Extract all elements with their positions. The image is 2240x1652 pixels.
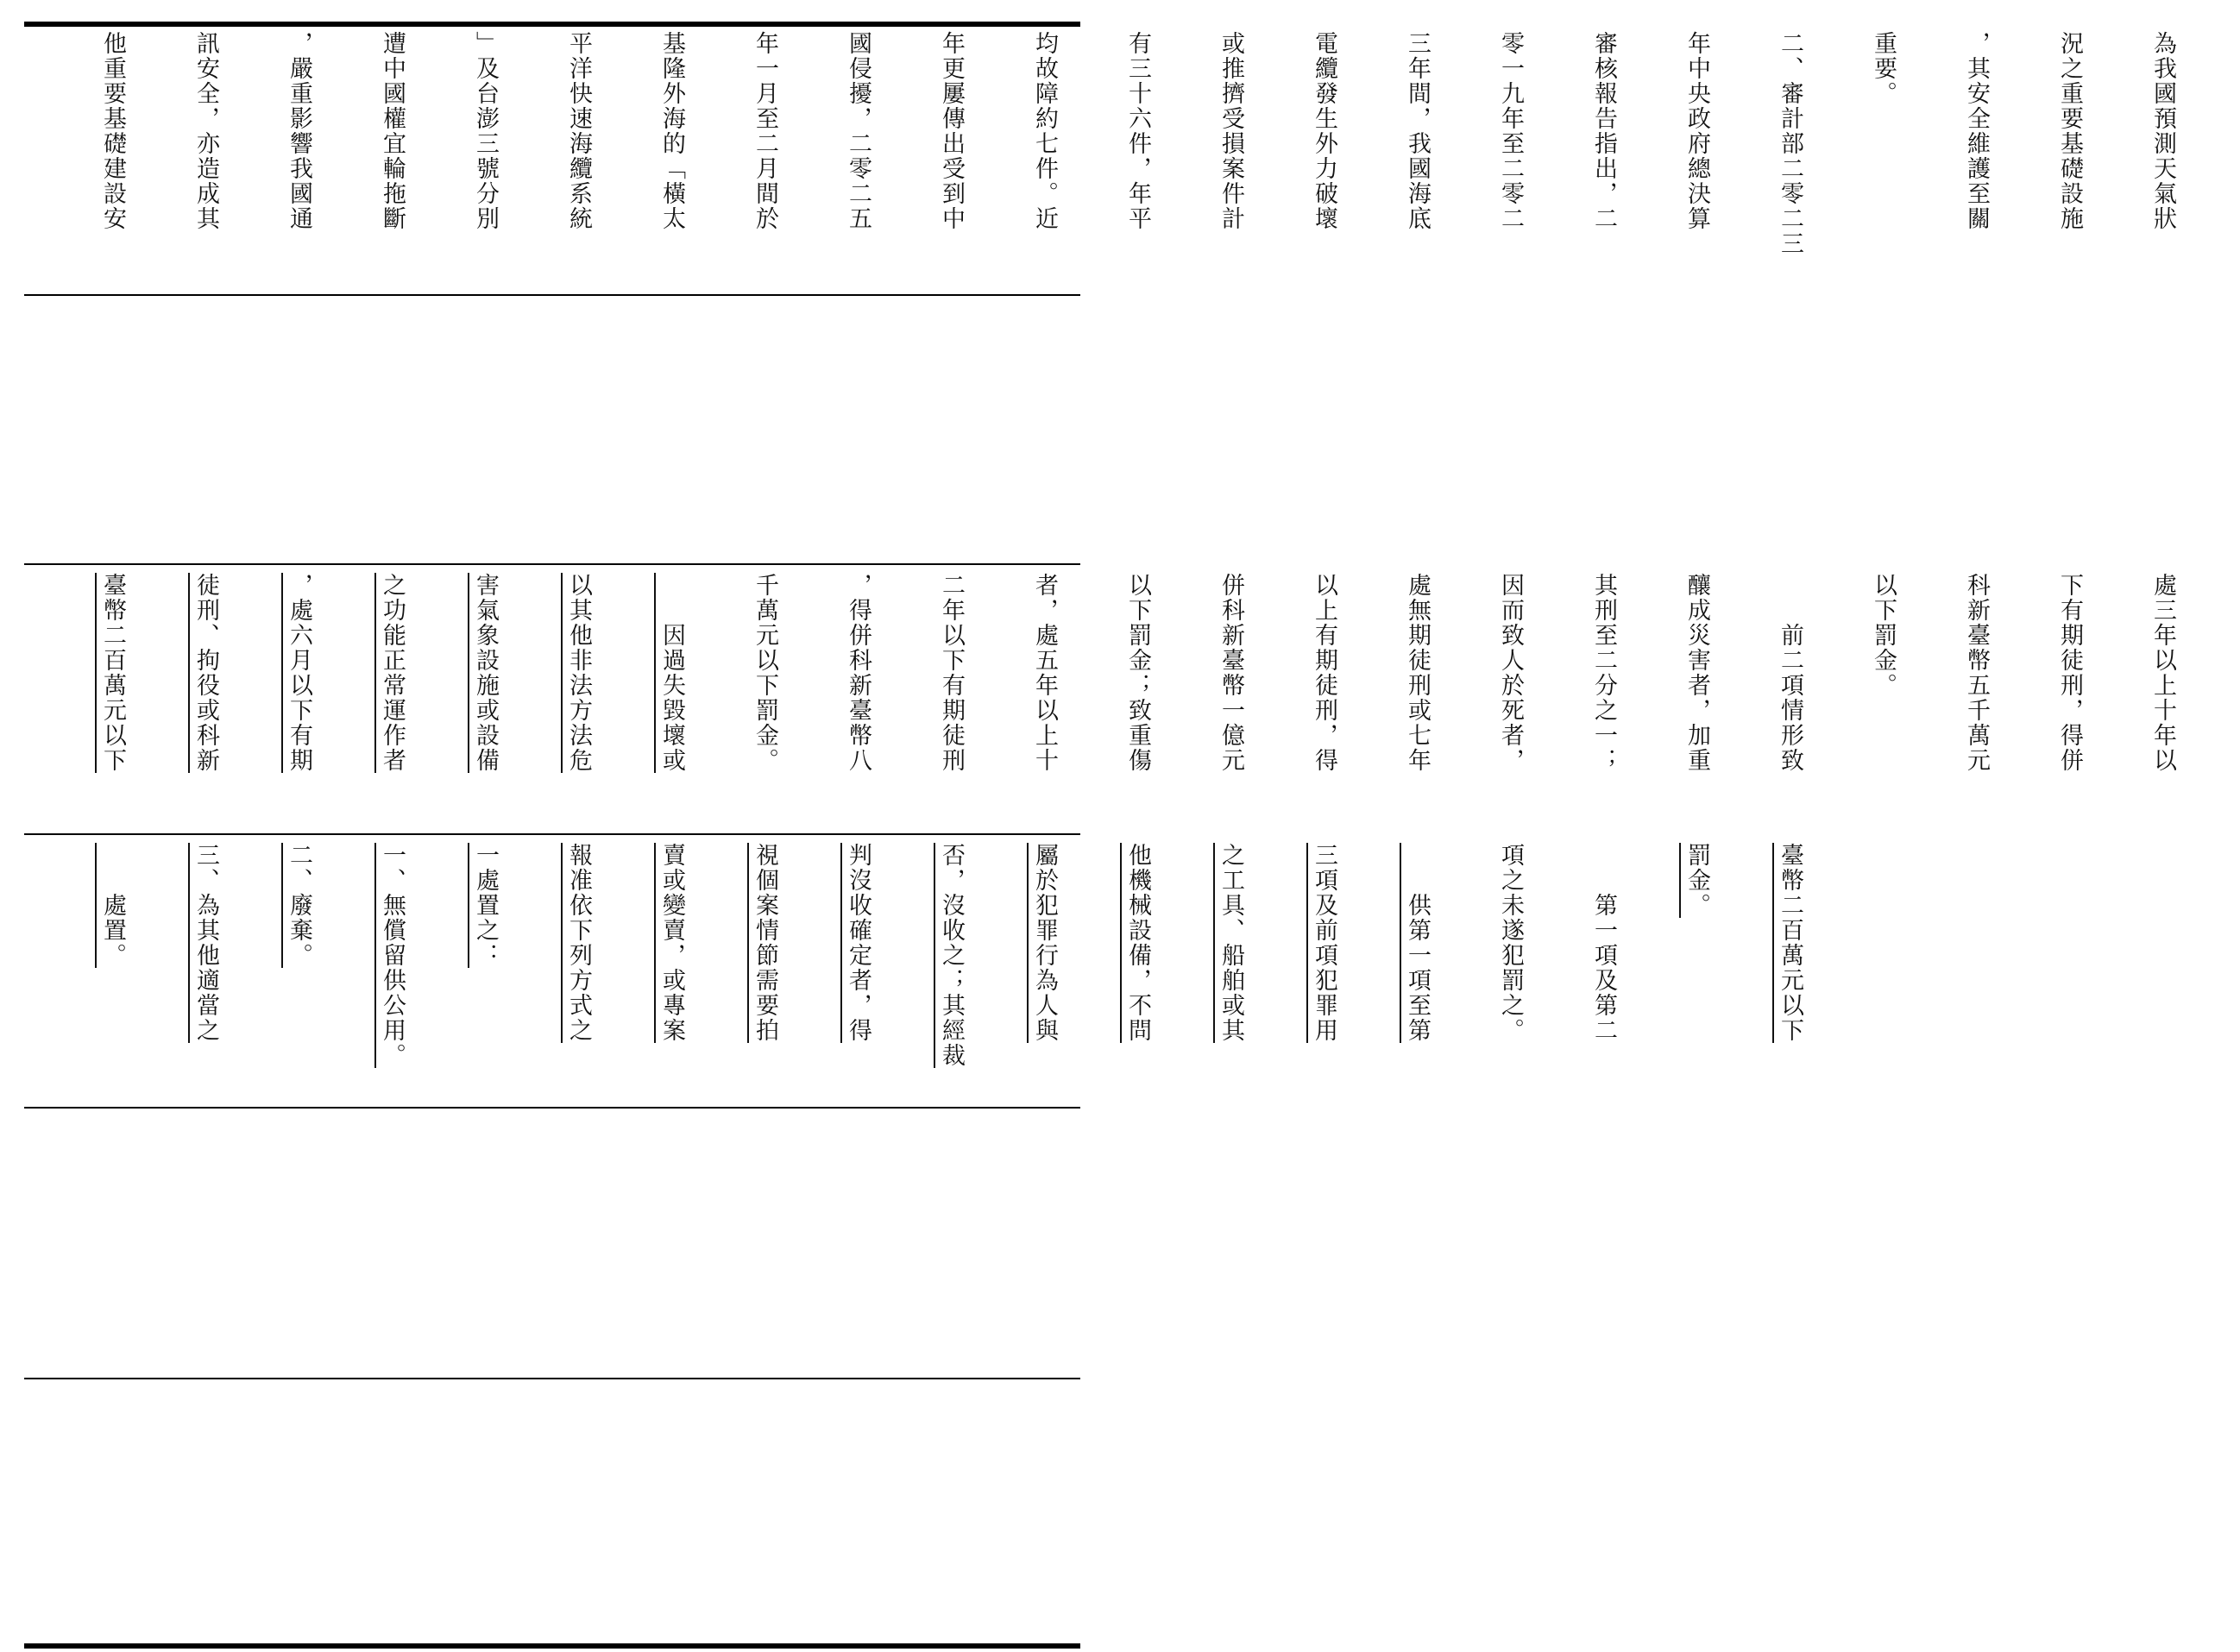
underlined-text-line: 屬於犯罪行為人與 [1031,843,1058,1043]
text-line: 況之重要基礎設施 [2056,31,2083,231]
text-line: 者，處五年以上十 [1031,573,1058,773]
underlined-text-line: 一處置之： [472,843,499,968]
text-line: 他重要基礎建設安 [99,31,126,231]
text-line: 」及台澎三號分別 [472,31,499,231]
divider-rule [24,294,1080,296]
text-line: 前二項情形致 [1777,573,1803,773]
underlined-text-line: 徒刑、拘役或科新 [192,573,219,773]
underlined-text-line: 判沒收確定者，得 [845,843,871,1043]
band-explanation [35,31,2176,290]
divider-rule [24,1378,1080,1379]
text-line: 訊安全，亦造成其 [192,31,219,231]
text-line: 二年以下有期徒刑 [938,573,965,773]
band-article-upper [35,573,2176,832]
divider-rule [24,833,1080,835]
bottom-rule [24,1643,1080,1649]
text-line: 年一月至二月間於 [752,31,778,231]
text-line: 處三年以上十年以 [2149,573,2176,773]
text-line: 第一項及第二 [1590,843,1617,1043]
underlined-text-line: 臺幣二百萬元以下 [1777,843,1803,1043]
underlined-text-line: 供第一項至第 [1404,843,1431,1043]
underlined-text-line: 賣或變賣，或專案 [658,843,685,1043]
underlined-text-line: 三項及前項犯罪用 [1311,843,1337,1043]
text-line: 千萬元以下罰金。 [752,573,778,773]
underlined-text-line: 因過失毀壞或 [658,573,685,773]
text-line: 項之未遂犯罰之。 [1497,843,1524,1043]
text-line: 重要。 [1870,31,1897,106]
text-line: 因而致人於死者， [1497,573,1524,773]
text-line: 以下罰金。 [1870,573,1897,698]
divider-rule [24,1107,1080,1109]
article-text-lower [35,843,1867,1102]
text-line: 審核報告指出，二 [1590,31,1617,231]
text-line: 處無期徒刑或七年 [1404,573,1431,773]
text-line: 下有期徒刑，得併 [2056,573,2083,773]
underlined-text-line: 之工具、船舶或其 [1218,843,1244,1043]
text-line: 零一九年至二零二 [1497,31,1524,231]
text-line: 其刑至二分之一； [1590,573,1617,773]
text-line: ，其安全維護至關 [1963,31,1990,231]
underlined-text-line: 害氣象設施或設備 [472,573,499,773]
text-line: 遭中國權宜輪拖斷 [379,31,406,231]
top-rule [24,22,1080,27]
text-line: 均故障約七件。近 [1031,31,1058,231]
underlined-text-line: 罰金。 [1683,843,1710,918]
text-line: ，嚴重影響我國通 [286,31,312,231]
text-line: 國侵擾，二零二五 [845,31,871,231]
explanation-text [35,31,2240,290]
underlined-text-line: 處置。 [99,843,126,968]
text-line: 以下罰金；致重傷 [1124,573,1151,773]
text-line: 年中央政府總決算 [1683,31,1710,231]
article-text-upper [35,573,2240,832]
text-line: 以上有期徒刑，得 [1311,573,1337,773]
text-line: 年更屢傳出受到中 [938,31,965,231]
underlined-text-line: 報准依下列方式之 [565,843,592,1043]
text-line: 釀成災害者，加重 [1683,573,1710,773]
underlined-text-line: ，處六月以下有期 [286,573,312,773]
text-line: 基隆外海的「橫太 [658,31,685,231]
text-line: 三年間，我國海底 [1404,31,1431,231]
underlined-text-line: 以其他非法方法危 [565,573,592,773]
text-line: 科新臺幣五千萬元 [1963,573,1990,773]
text-line: 平洋快速海纜系統 [565,31,592,231]
band-article-lower [35,843,1803,1102]
text-line: 或推擠受損案件計 [1218,31,1244,231]
text-line: 有三十六件，年平 [1124,31,1151,231]
underlined-text-line: 否，沒收之；其經裁 [938,843,965,1068]
text-line: ，得併科新臺幣八 [845,573,871,773]
underlined-text-line: 三、為其他適當之 [192,843,219,1043]
text-line: 二、審計部二零二三 [1777,31,1803,256]
underlined-text-line: 他機械設備，不問 [1124,843,1151,1043]
text-line: 為我國預測天氣狀 [2149,31,2176,231]
underlined-text-line: 一、無償留供公用。 [379,843,406,1068]
underlined-text-line: 視個案情節需要拍 [752,843,778,1043]
underlined-text-line: 臺幣二百萬元以下 [99,573,126,773]
underlined-text-line: 之功能正常運作者 [379,573,406,773]
underlined-text-line: 二、廢棄。 [286,843,312,968]
text-line: 電纜發生外力破壞 [1311,31,1337,231]
text-line: 併科新臺幣一億元 [1218,573,1244,773]
divider-rule [24,563,1080,565]
